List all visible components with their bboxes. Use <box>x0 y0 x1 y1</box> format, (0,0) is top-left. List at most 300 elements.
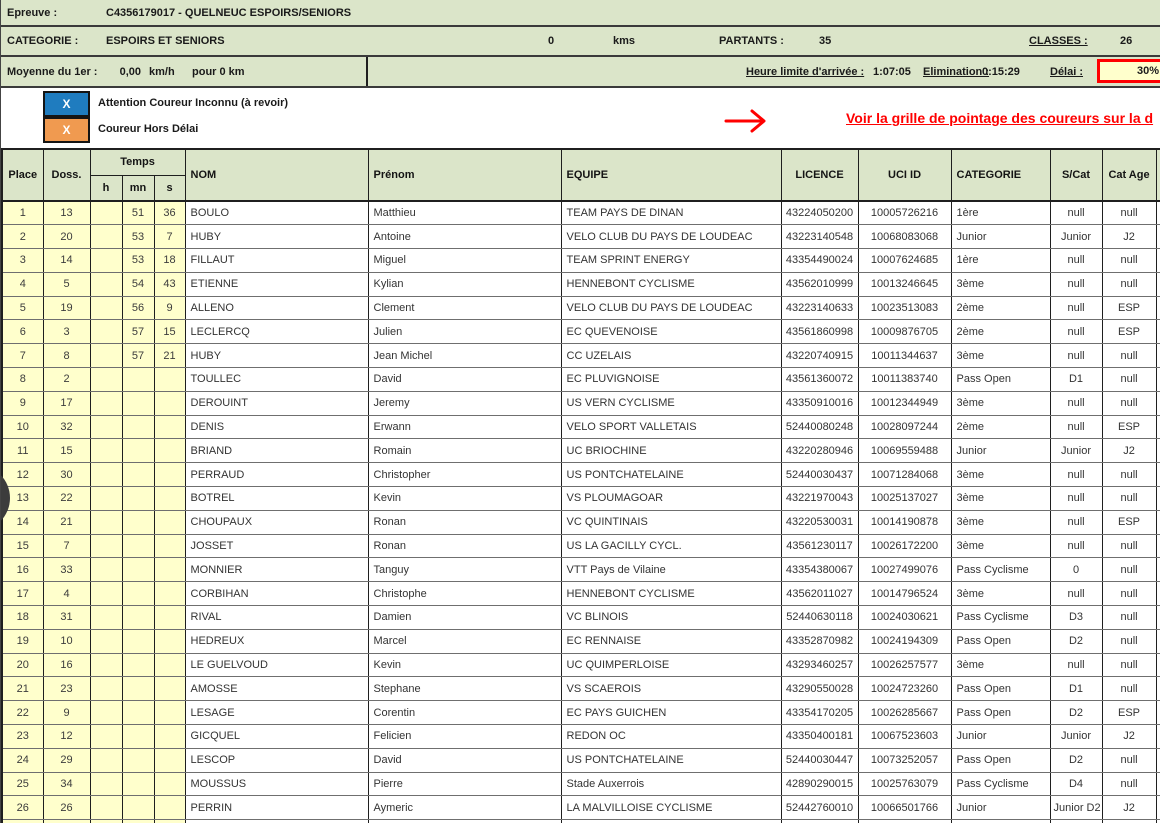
cell-prenom[interactable]: David <box>368 748 561 772</box>
cell-s[interactable] <box>154 582 185 606</box>
cell-prenom[interactable]: Kevin <box>368 653 561 677</box>
cell-prenom[interactable]: Kylian <box>368 272 561 296</box>
cell-scat[interactable]: 0 <box>1050 558 1102 582</box>
cell-dossard[interactable]: 14 <box>43 249 90 273</box>
cell-uciid[interactable]: 10024194309 <box>858 629 951 653</box>
cell-uciid[interactable]: 10007624685 <box>858 249 951 273</box>
cell-licence[interactable]: 52440630118 <box>781 606 858 630</box>
cell-categorie[interactable]: Junior <box>951 725 1050 749</box>
cell-catage[interactable]: null <box>1102 201 1156 225</box>
cell-licence[interactable]: 43224050200 <box>781 201 858 225</box>
cell-h[interactable] <box>90 487 122 511</box>
pointage-grid-link[interactable]: Voir la grille de pointage des coureurs sur la d <box>846 110 1154 126</box>
cell-h[interactable] <box>90 249 122 273</box>
cell-licence[interactable]: 43350910016 <box>781 391 858 415</box>
cell-categorie[interactable]: 3ème <box>951 582 1050 606</box>
cell-catage[interactable]: null <box>1102 368 1156 392</box>
cell-equipe[interactable]: VELO CLUB DU PAYS DE LOUDEAC <box>561 296 781 320</box>
cell-s[interactable] <box>154 510 185 534</box>
cell-mn[interactable]: 56 <box>122 296 154 320</box>
cell-categorie[interactable]: 3ème <box>951 344 1050 368</box>
cell-catage[interactable]: null <box>1102 629 1156 653</box>
cell-prenom[interactable]: Corentin <box>368 701 561 725</box>
cell-categorie[interactable]: 3ème <box>951 487 1050 511</box>
cell-catage[interactable]: J2 <box>1102 796 1156 820</box>
cell-prenom[interactable]: Ronan <box>368 534 561 558</box>
cell-uciid[interactable]: 10073252057 <box>858 748 951 772</box>
cell-uciid[interactable]: 10027499076 <box>858 558 951 582</box>
cell-equipe[interactable]: EC RENNAISE <box>561 629 781 653</box>
cell-categorie[interactable]: 3ème <box>951 653 1050 677</box>
cell-mn[interactable] <box>122 368 154 392</box>
cell-mn[interactable]: 57 <box>122 320 154 344</box>
cell-catage[interactable]: null <box>1102 534 1156 558</box>
cell-dossard[interactable]: 16 <box>43 653 90 677</box>
cell-place[interactable]: 22 <box>2 701 43 725</box>
cell-categorie[interactable]: Pass Open <box>951 629 1050 653</box>
delai-cell[interactable] <box>1097 59 1160 83</box>
cell-dossard[interactable]: 8 <box>43 344 90 368</box>
cell-equipe[interactable]: HENNEBONT CYCLISME <box>561 272 781 296</box>
cell-prenom[interactable]: Julien <box>368 320 561 344</box>
cell-nom[interactable]: RIVAL <box>185 606 368 630</box>
cell-categorie[interactable]: 3ème <box>951 534 1050 558</box>
cell-prenom[interactable]: Pierre <box>368 772 561 796</box>
cell-prenom[interactable]: Damien <box>368 606 561 630</box>
cell-dossard[interactable]: 17 <box>43 391 90 415</box>
cell-place[interactable]: 24 <box>2 748 43 772</box>
cell-dossard[interactable]: 22 <box>43 487 90 511</box>
cell-s[interactable]: 7 <box>154 225 185 249</box>
cell-uciid[interactable]: 10024030621 <box>858 606 951 630</box>
cell-dossard[interactable]: 26 <box>43 796 90 820</box>
cell-scat[interactable]: null <box>1050 344 1102 368</box>
cell-licence[interactable]: 52440030447 <box>781 748 858 772</box>
cell-h[interactable] <box>90 415 122 439</box>
cell-dossard[interactable]: 33 <box>43 558 90 582</box>
cell-place[interactable]: 1 <box>2 201 43 225</box>
cell-categorie[interactable]: 3ème <box>951 510 1050 534</box>
cell-place[interactable]: 16 <box>2 558 43 582</box>
cell-h[interactable] <box>90 368 122 392</box>
cell-nom[interactable]: HEDREUX <box>185 629 368 653</box>
cell-mn[interactable] <box>122 701 154 725</box>
cell-h[interactable] <box>90 629 122 653</box>
cell-dossard[interactable]: 20 <box>43 225 90 249</box>
cell-place[interactable]: 5 <box>2 296 43 320</box>
cell-place[interactable]: 21 <box>2 677 43 701</box>
cell-equipe[interactable]: UC QUIMPERLOISE <box>561 653 781 677</box>
cell-mn[interactable] <box>122 725 154 749</box>
cell-catage[interactable]: ESP <box>1102 510 1156 534</box>
cell-h[interactable] <box>90 701 122 725</box>
cell-s[interactable] <box>154 463 185 487</box>
cell-uciid[interactable]: 10026172200 <box>858 534 951 558</box>
cell-place[interactable]: 9 <box>2 391 43 415</box>
cell-catage[interactable]: ESP <box>1102 701 1156 725</box>
cell-h[interactable] <box>90 344 122 368</box>
cell-h[interactable] <box>90 320 122 344</box>
cell-prenom[interactable]: Tanguy <box>368 558 561 582</box>
cell-nom[interactable]: JOSSET <box>185 534 368 558</box>
cell-uciid[interactable]: 10071284068 <box>858 463 951 487</box>
cell-prenom[interactable]: Aymeric <box>368 796 561 820</box>
cell-catage[interactable]: null <box>1102 344 1156 368</box>
cell-catage[interactable]: null <box>1102 582 1156 606</box>
cell-scat[interactable]: D2 <box>1050 629 1102 653</box>
cell-equipe[interactable]: CC UZELAIS <box>561 344 781 368</box>
cell-dossard[interactable]: 13 <box>43 201 90 225</box>
cell-licence[interactable]: 43220280946 <box>781 439 858 463</box>
cell-mn[interactable]: 53 <box>122 249 154 273</box>
cell-nom[interactable]: PERRAUD <box>185 463 368 487</box>
cell-place[interactable]: 4 <box>2 272 43 296</box>
cell-mn[interactable] <box>122 558 154 582</box>
cell-uciid[interactable]: 10067523603 <box>858 725 951 749</box>
cell-equipe[interactable]: Stade Auxerrois <box>561 772 781 796</box>
cell-equipe[interactable]: EC PAYS GUICHEN <box>561 701 781 725</box>
cell-dossard[interactable]: 2 <box>43 368 90 392</box>
cell-licence[interactable]: 43354170205 <box>781 701 858 725</box>
cell-catage[interactable]: ESP <box>1102 320 1156 344</box>
cell-scat[interactable]: D2 <box>1050 748 1102 772</box>
cell-place[interactable]: 6 <box>2 320 43 344</box>
cell-uciid[interactable]: 10013246645 <box>858 272 951 296</box>
cell-equipe[interactable]: TEAM PAYS DE DINAN <box>561 201 781 225</box>
cell-place[interactable]: 14 <box>2 510 43 534</box>
cell-s[interactable] <box>154 748 185 772</box>
cell-mn[interactable]: 57 <box>122 344 154 368</box>
cell-catage[interactable]: null <box>1102 391 1156 415</box>
cell-licence[interactable]: 52440080248 <box>781 415 858 439</box>
cell-licence[interactable]: 43562010999 <box>781 272 858 296</box>
cell-scat[interactable]: null <box>1050 391 1102 415</box>
cell-h[interactable] <box>90 534 122 558</box>
cell-equipe[interactable]: VTT Pays de Vilaine <box>561 558 781 582</box>
cell-prenom[interactable]: Romain <box>368 439 561 463</box>
cell-equipe[interactable]: REDON OC <box>561 725 781 749</box>
col-header-place[interactable]: Place <box>2 149 43 201</box>
cell-uciid[interactable]: 10024723260 <box>858 677 951 701</box>
cell-s[interactable]: 15 <box>154 320 185 344</box>
cell-mn[interactable]: 53 <box>122 225 154 249</box>
cell-place[interactable]: 2 <box>2 225 43 249</box>
cell-mn[interactable] <box>122 629 154 653</box>
cell-dossard[interactable]: 23 <box>43 677 90 701</box>
cell-scat[interactable]: D1 <box>1050 368 1102 392</box>
cell-h[interactable] <box>90 463 122 487</box>
cell-place[interactable]: 25 <box>2 772 43 796</box>
cell-mn[interactable]: 51 <box>122 201 154 225</box>
cell-equipe[interactable]: VELO SPORT VALLETAIS <box>561 415 781 439</box>
cell-categorie[interactable]: Junior <box>951 439 1050 463</box>
cell-equipe[interactable]: VS SCAEROIS <box>561 677 781 701</box>
cell-s[interactable] <box>154 653 185 677</box>
cell-equipe[interactable]: HENNEBONT CYCLISME <box>561 582 781 606</box>
cell-catage[interactable]: null <box>1102 606 1156 630</box>
cell-s[interactable]: 43 <box>154 272 185 296</box>
cell-prenom[interactable]: Miguel <box>368 249 561 273</box>
cell-prenom[interactable]: Stephane <box>368 677 561 701</box>
col-header-categorie[interactable]: CATEGORIE <box>951 149 1050 201</box>
col-header-licence[interactable]: LICENCE <box>781 149 858 201</box>
cell-categorie[interactable]: Pass Cyclisme <box>951 772 1050 796</box>
cell-catage[interactable]: null <box>1102 653 1156 677</box>
cell-catage[interactable]: null <box>1102 772 1156 796</box>
cell-categorie[interactable]: 2ème <box>951 320 1050 344</box>
cell-scat[interactable]: null <box>1050 487 1102 511</box>
cell-uciid[interactable]: 10014796524 <box>858 582 951 606</box>
cell-equipe[interactable]: US PONTCHATELAINE <box>561 463 781 487</box>
cell-catage[interactable]: J2 <box>1102 439 1156 463</box>
cell-scat[interactable]: null <box>1050 510 1102 534</box>
cell-scat[interactable]: D1 <box>1050 677 1102 701</box>
cell-s[interactable] <box>154 391 185 415</box>
cell-nom[interactable]: DENIS <box>185 415 368 439</box>
cell-uciid[interactable]: 10014190878 <box>858 510 951 534</box>
cell-equipe[interactable]: US VERN CYCLISME <box>561 391 781 415</box>
cell-s[interactable] <box>154 772 185 796</box>
cell-mn[interactable] <box>122 606 154 630</box>
cell-equipe[interactable]: US PONTCHATELAINE <box>561 748 781 772</box>
cell-licence[interactable]: 43293460257 <box>781 653 858 677</box>
cell-s[interactable]: 18 <box>154 249 185 273</box>
cell-catage[interactable]: ESP <box>1102 296 1156 320</box>
cell-s[interactable] <box>154 558 185 582</box>
cell-licence[interactable]: 43561230117 <box>781 534 858 558</box>
cell-dossard[interactable]: 15 <box>43 439 90 463</box>
cell-equipe[interactable]: LA MALVILLOISE CYCLISME <box>561 796 781 820</box>
cell-dossard[interactable]: 5 <box>43 272 90 296</box>
cell-nom[interactable]: HUBY <box>185 344 368 368</box>
col-header-nom[interactable]: NOM <box>185 149 368 201</box>
cell-uciid[interactable]: 10005726216 <box>858 201 951 225</box>
legend-unknown-swatch[interactable] <box>43 91 90 117</box>
cell-s[interactable]: 36 <box>154 201 185 225</box>
cell-dossard[interactable]: 7 <box>43 534 90 558</box>
cell-mn[interactable]: 54 <box>122 272 154 296</box>
cell-mn[interactable] <box>122 582 154 606</box>
cell-scat[interactable]: Junior D2 <box>1050 796 1102 820</box>
cell-h[interactable] <box>90 677 122 701</box>
cell-s[interactable] <box>154 725 185 749</box>
cell-place[interactable]: 19 <box>2 629 43 653</box>
cell-equipe[interactable]: UC BRIOCHINE <box>561 439 781 463</box>
cell-h[interactable] <box>90 606 122 630</box>
cell-dossard[interactable]: 29 <box>43 748 90 772</box>
cell-equipe[interactable]: TEAM SPRINT ENERGY <box>561 249 781 273</box>
cell-h[interactable] <box>90 725 122 749</box>
cell-nom[interactable]: DEROUINT <box>185 391 368 415</box>
cell-dossard[interactable]: 30 <box>43 463 90 487</box>
cell-catage[interactable]: null <box>1102 487 1156 511</box>
cell-uciid[interactable]: 10009876705 <box>858 320 951 344</box>
cell-nom[interactable]: MONNIER <box>185 558 368 582</box>
cell-categorie[interactable]: 1ère <box>951 201 1050 225</box>
cell-scat[interactable]: D2 <box>1050 701 1102 725</box>
cell-mn[interactable] <box>122 439 154 463</box>
col-header-temps[interactable]: Temps <box>90 149 185 175</box>
cell-scat[interactable]: null <box>1050 463 1102 487</box>
cell-mn[interactable] <box>122 653 154 677</box>
col-header-prenom[interactable]: Prénom <box>368 149 561 201</box>
cell-place[interactable]: 18 <box>2 606 43 630</box>
cell-uciid[interactable]: 10011344637 <box>858 344 951 368</box>
cell-dossard[interactable]: 12 <box>43 725 90 749</box>
cell-scat[interactable]: D4 <box>1050 772 1102 796</box>
cell-dossard[interactable]: 3 <box>43 320 90 344</box>
cell-licence[interactable]: 43561860998 <box>781 320 858 344</box>
cell-dossard[interactable]: 31 <box>43 606 90 630</box>
cell-mn[interactable] <box>122 463 154 487</box>
cell-prenom[interactable]: Erwann <box>368 415 561 439</box>
cell-equipe[interactable]: VELO CLUB DU PAYS DE LOUDEAC <box>561 225 781 249</box>
cell-catage[interactable]: null <box>1102 272 1156 296</box>
cell-h[interactable] <box>90 272 122 296</box>
cell-equipe[interactable]: VC QUINTINAIS <box>561 510 781 534</box>
cell-prenom[interactable]: Ronan <box>368 510 561 534</box>
cell-place[interactable]: 3 <box>2 249 43 273</box>
cell-h[interactable] <box>90 439 122 463</box>
col-header-uciid[interactable]: UCI ID <box>858 149 951 201</box>
cell-categorie[interactable]: 3ème <box>951 463 1050 487</box>
cell-catage[interactable]: null <box>1102 249 1156 273</box>
cell-dossard[interactable]: 4 <box>43 582 90 606</box>
cell-s[interactable] <box>154 415 185 439</box>
cell-scat[interactable]: null <box>1050 582 1102 606</box>
cell-scat[interactable]: null <box>1050 296 1102 320</box>
cell-h[interactable] <box>90 582 122 606</box>
cell-mn[interactable] <box>122 748 154 772</box>
cell-prenom[interactable]: David <box>368 368 561 392</box>
cell-s[interactable] <box>154 796 185 820</box>
cell-s[interactable] <box>154 629 185 653</box>
cell-nom[interactable]: LESCOP <box>185 748 368 772</box>
cell-equipe[interactable]: EC QUEVENOISE <box>561 320 781 344</box>
cell-equipe[interactable]: VC BLINOIS <box>561 606 781 630</box>
cell-catage[interactable]: J2 <box>1102 225 1156 249</box>
cell-dossard[interactable]: 19 <box>43 296 90 320</box>
cell-nom[interactable]: PERRIN <box>185 796 368 820</box>
cell-uciid[interactable]: 10012344949 <box>858 391 951 415</box>
cell-categorie[interactable]: Pass Cyclisme <box>951 606 1050 630</box>
cell-dossard[interactable]: 9 <box>43 701 90 725</box>
cell-scat[interactable]: null <box>1050 249 1102 273</box>
cell-place[interactable]: 8 <box>2 368 43 392</box>
cell-uciid[interactable]: 10068083068 <box>858 225 951 249</box>
cell-nom[interactable]: MOUSSUS <box>185 772 368 796</box>
cell-equipe[interactable]: EC PLUVIGNOISE <box>561 368 781 392</box>
cell-catage[interactable]: J2 <box>1102 725 1156 749</box>
col-header-s[interactable]: s <box>154 175 185 201</box>
cell-dossard[interactable]: 34 <box>43 772 90 796</box>
cell-place[interactable]: 10 <box>2 415 43 439</box>
cell-dossard[interactable]: 32 <box>43 415 90 439</box>
cell-prenom[interactable]: Jeremy <box>368 391 561 415</box>
cell-licence[interactable]: 43354490024 <box>781 249 858 273</box>
cell-equipe[interactable]: US LA GACILLY CYCL. <box>561 534 781 558</box>
cell-nom[interactable]: CORBIHAN <box>185 582 368 606</box>
cell-nom[interactable]: BRIAND <box>185 439 368 463</box>
cell-nom[interactable]: LESAGE <box>185 701 368 725</box>
cell-place[interactable]: 13 <box>2 487 43 511</box>
cell-prenom[interactable]: Christopher <box>368 463 561 487</box>
cell-licence[interactable]: 42890290015 <box>781 772 858 796</box>
cell-catage[interactable]: null <box>1102 748 1156 772</box>
cell-mn[interactable] <box>122 487 154 511</box>
cell-mn[interactable] <box>122 391 154 415</box>
cell-nom[interactable]: ALLENO <box>185 296 368 320</box>
cell-h[interactable] <box>90 391 122 415</box>
cell-place[interactable]: 12 <box>2 463 43 487</box>
cell-licence[interactable]: 43350400181 <box>781 725 858 749</box>
cell-mn[interactable] <box>122 534 154 558</box>
cell-scat[interactable]: null <box>1050 320 1102 344</box>
cell-s[interactable]: 9 <box>154 296 185 320</box>
cell-catage[interactable]: null <box>1102 558 1156 582</box>
cell-scat[interactable]: null <box>1050 415 1102 439</box>
cell-catage[interactable]: ESP <box>1102 415 1156 439</box>
cell-h[interactable] <box>90 558 122 582</box>
cell-h[interactable] <box>90 653 122 677</box>
cell-prenom[interactable]: Christophe <box>368 582 561 606</box>
cell-categorie[interactable]: 2ème <box>951 296 1050 320</box>
cell-nom[interactable]: BOTREL <box>185 487 368 511</box>
cell-licence[interactable]: 43354380067 <box>781 558 858 582</box>
cell-nom[interactable]: CHOUPAUX <box>185 510 368 534</box>
cell-nom[interactable]: TOULLEC <box>185 368 368 392</box>
cell-nom[interactable]: FILLAUT <box>185 249 368 273</box>
cell-nom[interactable]: HUBY <box>185 225 368 249</box>
cell-nom[interactable]: ETIENNE <box>185 272 368 296</box>
cell-uciid[interactable]: 10026257577 <box>858 653 951 677</box>
cell-place[interactable]: 17 <box>2 582 43 606</box>
cell-uciid[interactable]: 10025137027 <box>858 487 951 511</box>
cell-prenom[interactable]: Jean Michel <box>368 344 561 368</box>
cell-scat[interactable]: Junior <box>1050 225 1102 249</box>
cell-prenom[interactable]: Antoine <box>368 225 561 249</box>
cell-prenom[interactable]: Kevin <box>368 487 561 511</box>
cell-uciid[interactable]: 10066501766 <box>858 796 951 820</box>
cell-uciid[interactable]: 10025763079 <box>858 772 951 796</box>
cell-h[interactable] <box>90 296 122 320</box>
cell-licence[interactable]: 43223140633 <box>781 296 858 320</box>
cell-licence[interactable]: 43562011027 <box>781 582 858 606</box>
cell-uciid[interactable]: 10011383740 <box>858 368 951 392</box>
cell-mn[interactable] <box>122 415 154 439</box>
cell-place[interactable]: 23 <box>2 725 43 749</box>
cell-categorie[interactable]: Pass Cyclisme <box>951 558 1050 582</box>
col-header-mn[interactable]: mn <box>122 175 154 201</box>
cell-licence[interactable]: 43220530031 <box>781 510 858 534</box>
col-header-equipe[interactable]: EQUIPE <box>561 149 781 201</box>
cell-catage[interactable]: null <box>1102 463 1156 487</box>
cell-s[interactable] <box>154 368 185 392</box>
cell-s[interactable] <box>154 677 185 701</box>
cell-mn[interactable] <box>122 510 154 534</box>
cell-place[interactable]: 20 <box>2 653 43 677</box>
cell-place[interactable]: 26 <box>2 796 43 820</box>
cell-dossard[interactable]: 21 <box>43 510 90 534</box>
cell-mn[interactable] <box>122 677 154 701</box>
cell-equipe[interactable]: VS PLOUMAGOAR <box>561 487 781 511</box>
cell-licence[interactable]: 52440030437 <box>781 463 858 487</box>
col-header-h[interactable]: h <box>90 175 122 201</box>
legend-hors-delai-swatch[interactable] <box>43 117 90 143</box>
cell-licence[interactable]: 52442760010 <box>781 796 858 820</box>
cell-mn[interactable] <box>122 772 154 796</box>
col-header-catage[interactable]: Cat Age <box>1102 149 1156 201</box>
